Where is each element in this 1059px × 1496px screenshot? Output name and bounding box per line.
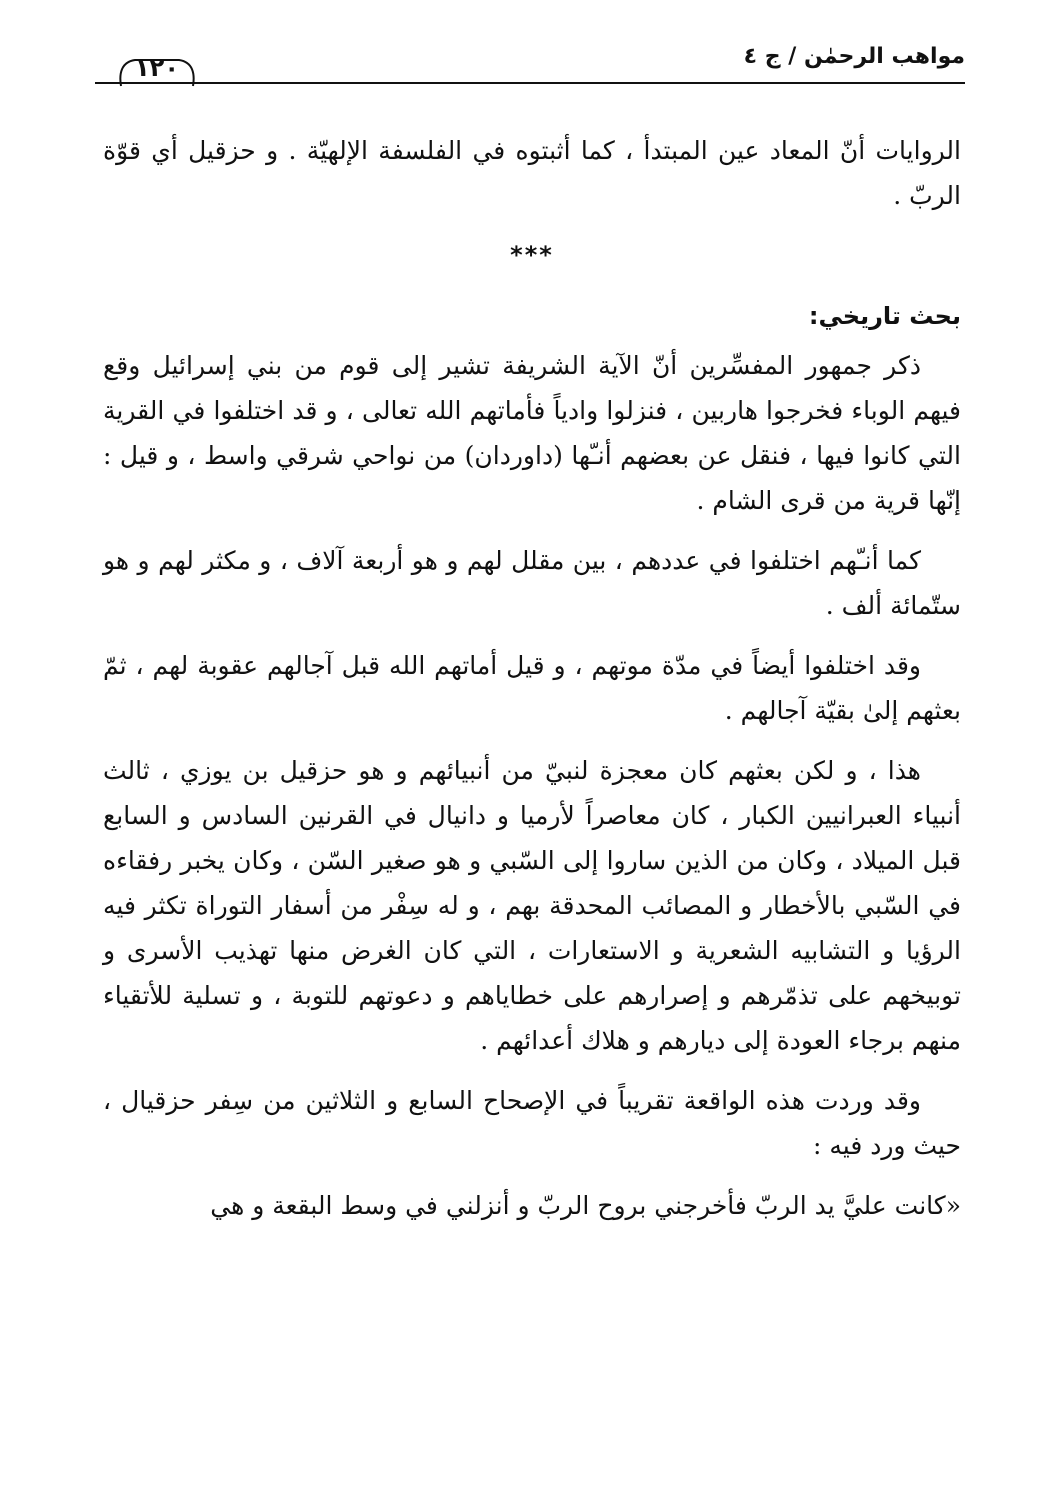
- section-heading: بحث تاريخي:: [808, 302, 961, 330]
- page-number-badge: [115, 52, 199, 92]
- header-rule: [95, 82, 965, 84]
- body-paragraph-3: وقد اختلفوا أيضاً في مدّة موتهم ، و قيل أماتهم الله قبل آجالهم عقوبة لهم ، ثمّ بعثهم إلىٰ بقيّة آجالهم .: [103, 651, 961, 725]
- body-paragraph-1: ذكر جمهور المفسِّرين أنّ الآية الشريفة تشير إلى قوم من بني إسرائيل وقع فيهم الوباء فخرجوا هاربين ، فنزلوا وادياً فأماتهم الله تعالى ، و قد اختلفوا في القرية التي كانوا فيها ، فنقل عن بعضهم أنـّها (داوردان) من نواحي شرقي واسط ، و قيل : إنّها قرية من قرى الشام .: [103, 351, 961, 515]
- page-body: [103, 128, 961, 1243]
- running-title: مواهب الرحمٰن / ج ٤: [743, 44, 965, 69]
- quote-paragraph: «كانت عليَّ يد الربّ فأخرجني بروح الربّ و أنزلني في وسط البقعة و هي: [210, 1191, 961, 1220]
- body-paragraph-4: هذا ، و لكن بعثهم كان معجزة لنبيّ من أنبيائهم و هو حزقيل بن يوزي ، ثالث أنبياء العبرانيين الكبار ، كان معاصراً لأرميا و دانيال في القرنين السادس و السابع قبل الميلاد ، وكان من الذين ساروا إلى السّبي و هو صغير السّن ، وكان يخبر رفقاءه في السّبي بالأخطار و المصائب المحدقة بهم ، و له سِفْر من أسفار التوراة تكثر فيه الرؤيا و التشابيه الشعرية و الاستعارات ، التي كان الغرض منها تهذيب الأسرى و توبيخهم على تذمّرهم و إصرارهم على خطاياهم و دعوتهم للتوبة ، و تسلية للأتقياء منهم برجاء العودة إلى ديارهم و هلاك أعدائهم .: [103, 756, 961, 1055]
- body-paragraph-5: وقد وردت هذه الواقعة تقريباً في الإصحاح السابع و الثلاثين من سِفر حزقيال ، حيث ورد فيه :: [103, 1086, 961, 1160]
- page-header: [95, 38, 965, 88]
- page-number: ١٢٠: [135, 54, 179, 82]
- body-paragraph-2: كما أنـّهم اختلفوا في عددهم ، بين مقلل لهم و هو أربعة آلاف ، و مكثر لهم و هو ستّمائة ألف .: [103, 546, 961, 620]
- section-separator: ***: [510, 241, 554, 269]
- intro-paragraph: الروايات أنّ المعاد عين المبتدأ ، كما أثبتوه في الفلسفة الإلهيّة . و حزقيل أي قوّة الربّ .: [103, 136, 961, 210]
